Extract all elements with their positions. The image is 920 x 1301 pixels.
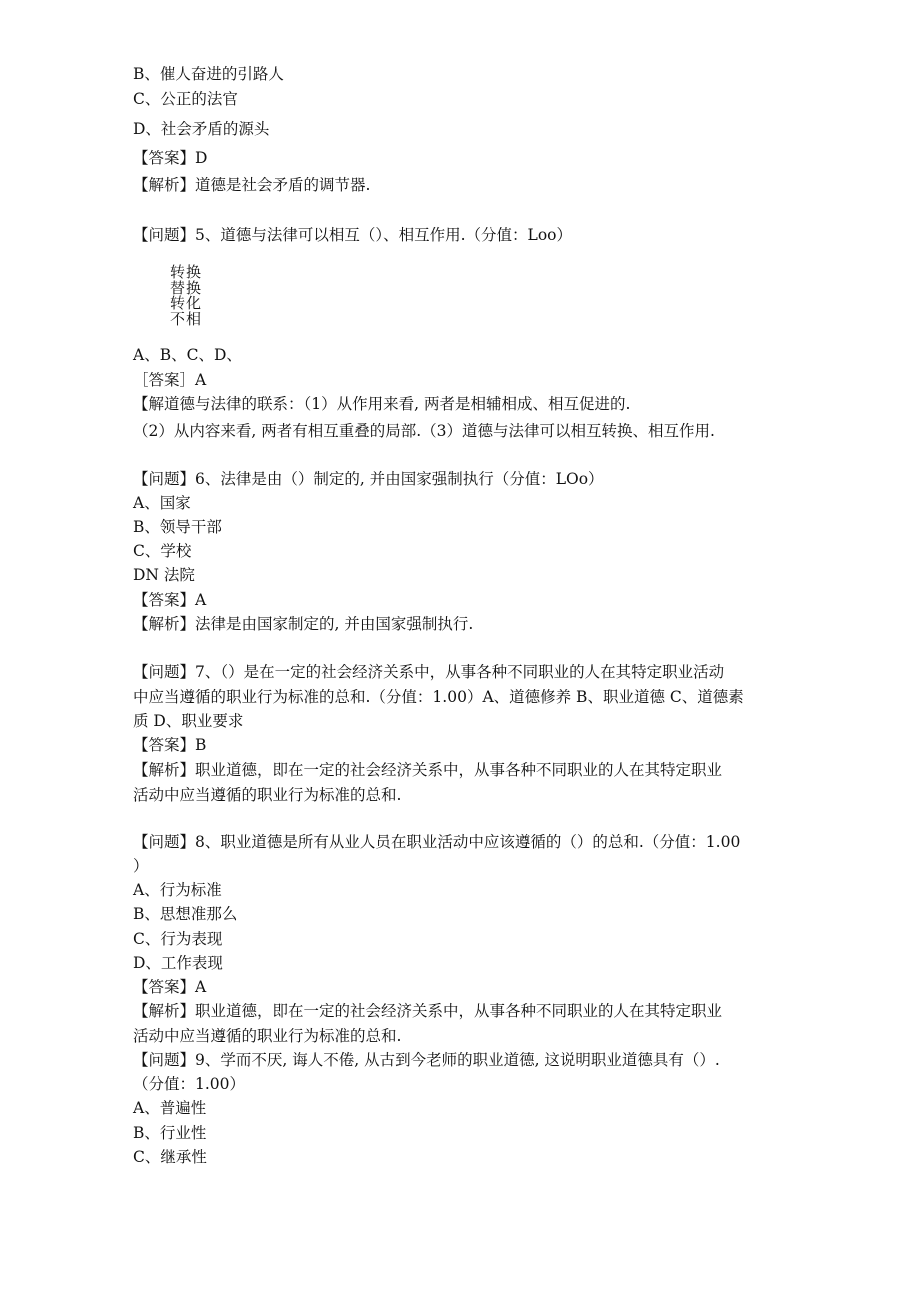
analysis: 【解析】法律是由国家制定的, 并由国家强制执行. [133, 615, 474, 633]
question-9: 【问题】9、学而不厌, 诲人不倦, 从古到今老师的职业道德, 这说明职业道德具有（）. [133, 1051, 720, 1069]
option-labels: A、B、C、D、 [133, 346, 242, 364]
option-c: C、学校 [133, 542, 192, 560]
analysis: 【解析】职业道德，即在一定的社会经济关系中，从事各种不同职业的人在其特定职业 [133, 1002, 723, 1020]
analysis: 【解道德与法律的联系：（1）从作用来看, 两者是相辅相成、相互促进的. [133, 395, 631, 413]
question-8-continued: ） [133, 857, 149, 875]
stack-option-4: 不相 [170, 309, 203, 328]
option-b: B、行业性 [133, 1124, 207, 1142]
question-5: 【问题】5、道德与法律可以相互（）、相互作用.（分值：Loo） [133, 226, 572, 244]
option-b: B、催人奋进的引路人 [133, 65, 284, 83]
option-a: A、国家 [133, 494, 191, 512]
option-c: C、公正的法官 [133, 90, 238, 108]
option-c: C、继承性 [133, 1148, 207, 1166]
option-d: D、社会矛盾的源头 [133, 120, 270, 138]
analysis-continued: 活动中应当遵循的职业行为标准的总和. [133, 786, 402, 804]
question-6: 【问题】6、法律是由（）制定的, 并由国家强制执行（分值：LOo） [133, 470, 604, 488]
question-8: 【问题】8、职业道德是所有从业人员在职业活动中应该遵循的（）的总和.（分值：1.00 [133, 833, 741, 851]
analysis: 【解析】职业道德，即在一定的社会经济关系中，从事各种不同职业的人在其特定职业 [133, 761, 723, 779]
stack-option-3: 转化 [170, 294, 203, 312]
answer: 【答案】D [133, 149, 208, 167]
option-d: D、工作表现 [133, 954, 223, 972]
option-b: B、领导干部 [133, 518, 222, 536]
option-a: A、普遍性 [133, 1099, 207, 1117]
analysis: 【解析】道德是社会矛盾的调节器. [133, 176, 371, 194]
question-7: 【问题】7、（）是在一定的社会经济关系中，从事各种不同职业的人在其特定职业活动 [133, 663, 725, 681]
answer: 【答案】A [133, 978, 207, 996]
option-a: A、行为标准 [133, 881, 222, 899]
answer: 【答案】B [133, 736, 207, 754]
question-7-continued: 质 D、职业要求 [133, 712, 244, 730]
stack-option-1: 转换 [170, 263, 203, 281]
analysis-continued: （2）从内容来看, 两者有相互重叠的局部.（3）道德与法律可以相互转换、相互作用. [133, 422, 715, 440]
question-7-continued: 中应当遵循的职业行为标准的总和.（分值：1.00）A、道德修养 B、职业道德 C、道德素 [133, 688, 744, 706]
option-d: DN 法院 [133, 566, 195, 584]
options-stack [170, 265, 202, 327]
answer: 【答案】A [133, 591, 207, 609]
stack-option-2: 替换 [170, 278, 203, 297]
option-c: C、行为表现 [133, 930, 223, 948]
answer: ［答案］A [133, 371, 207, 389]
analysis-continued: 活动中应当遵循的职业行为标准的总和. [133, 1027, 402, 1045]
question-9-continued: （分值：1.00） [133, 1075, 246, 1093]
option-b: B、思想准那么 [133, 905, 238, 923]
